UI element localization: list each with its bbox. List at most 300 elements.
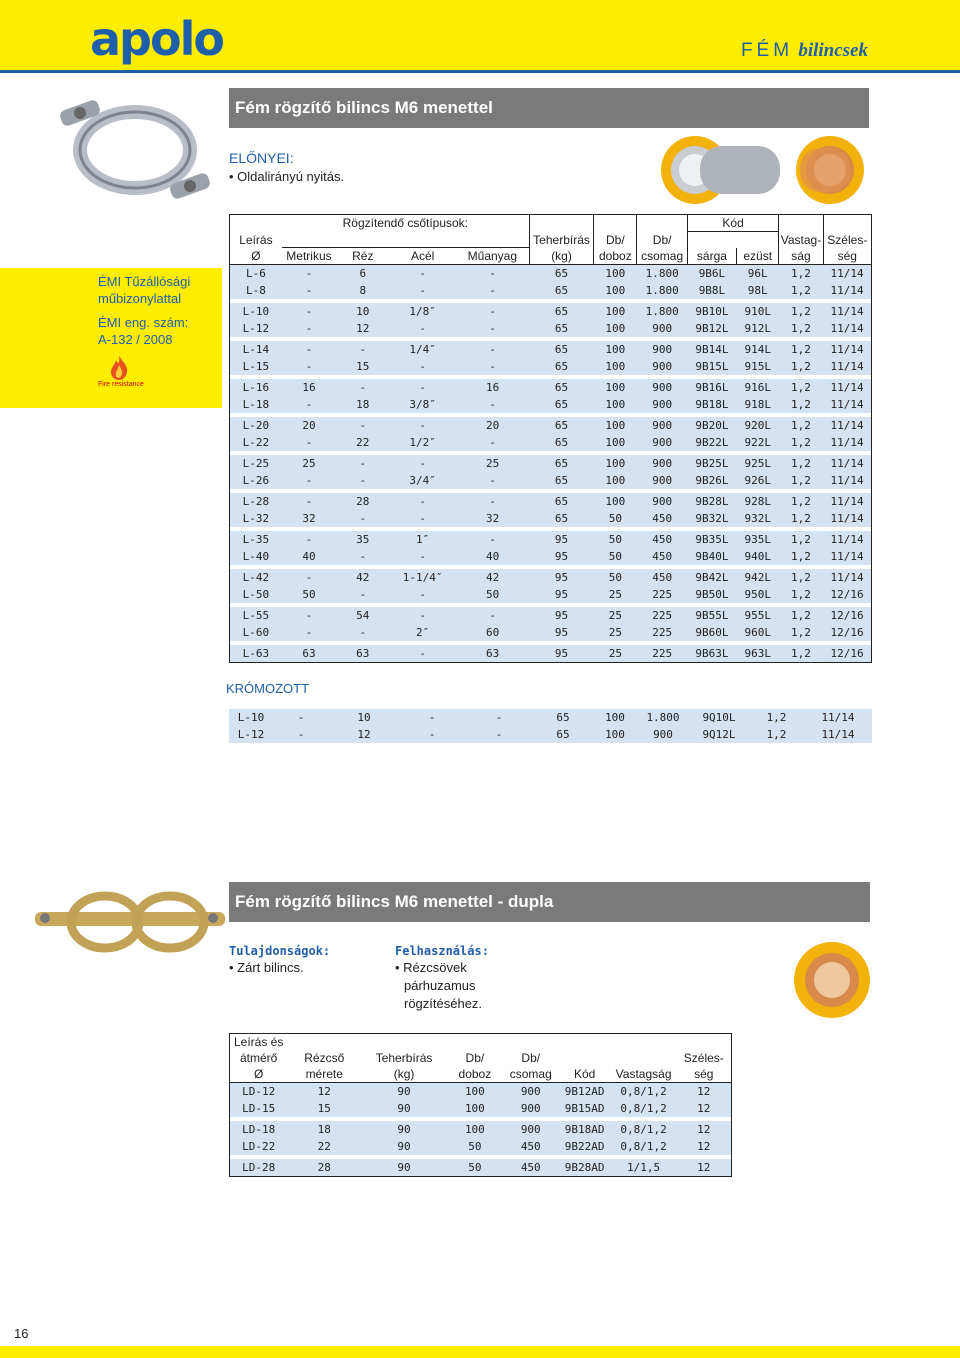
table-cell: L-12 — [230, 320, 282, 337]
table-cell: L-42 — [230, 569, 282, 586]
table-cell: 9B35L — [687, 531, 736, 548]
table-row — [230, 548, 872, 565]
table-cell: 100 — [594, 472, 637, 489]
table-cell: - — [389, 282, 455, 299]
table-cell: 12 — [336, 320, 389, 337]
table-cell: L-14 — [230, 341, 282, 358]
table-cell: 11/14 — [823, 320, 871, 337]
apolo-logo: apolo — [90, 12, 223, 66]
table-cell: 40 — [456, 548, 529, 565]
table-cell: 1,2 — [779, 358, 823, 375]
table-cell: 9B10L — [687, 303, 736, 320]
table-row — [230, 379, 872, 396]
table-cell: - — [456, 358, 529, 375]
table-cell: 9B42L — [687, 569, 736, 586]
t3-pipe-2: mérete — [305, 1067, 343, 1081]
table-cell: 1/2″ — [389, 434, 455, 451]
table-cell: 65 — [529, 320, 593, 337]
table-cell: 960L — [737, 624, 779, 641]
table-cell: 65 — [529, 341, 593, 358]
fire-cert-line-3: ÉMI eng. szám: — [98, 315, 189, 330]
table-cell: 1.800 — [637, 709, 689, 726]
table-cell: 0,8/1,2 — [611, 1121, 677, 1138]
code-header: Kód — [687, 215, 779, 232]
table-cell: L-22 — [230, 434, 282, 451]
table-cell: - — [399, 709, 465, 726]
table-cell: 20 — [456, 417, 529, 434]
t3-box-1: Db/ — [465, 1051, 485, 1065]
table-cell: 11/14 — [823, 455, 871, 472]
fire-cert-line-1: ÉMI Tűzállósági — [98, 274, 191, 289]
table-row — [230, 1100, 732, 1117]
table-cell: - — [336, 472, 389, 489]
table-cell: 963L — [737, 645, 779, 663]
table-cell: 35 — [336, 531, 389, 548]
table-cell: 928L — [737, 493, 779, 510]
table-cell: - — [399, 726, 465, 743]
table-row — [230, 1121, 732, 1138]
table-cell: 9B16L — [687, 379, 736, 396]
table-cell: 11/14 — [823, 282, 871, 299]
table-cell: 1,2 — [779, 624, 823, 641]
t3-load-1: Teherbírás — [375, 1051, 433, 1065]
table-cell: - — [336, 586, 389, 603]
table-cell: - — [282, 265, 336, 283]
table-cell: - — [282, 303, 336, 320]
table-cell: 65 — [529, 265, 593, 283]
metric-header: Metrikus — [286, 249, 332, 263]
table-cell: 225 — [637, 645, 687, 663]
table-cell: - — [282, 434, 336, 451]
table-cell: 65 — [529, 282, 593, 299]
property-item: • Zárt bilincs. — [229, 960, 304, 975]
table-cell: 100 — [594, 493, 637, 510]
t3-pack-2: csomag — [509, 1067, 552, 1081]
table-cell: L-25 — [230, 455, 282, 472]
table-cell: 95 — [529, 645, 593, 663]
table-cell: 100 — [447, 1100, 503, 1117]
table-cell: 950L — [737, 586, 779, 603]
table-cell: - — [336, 624, 389, 641]
table-cell: 955L — [737, 607, 779, 624]
table-row — [229, 709, 872, 726]
table-cell: - — [336, 379, 389, 396]
table-cell: 11/14 — [823, 548, 871, 565]
table-row — [230, 624, 872, 641]
table-cell: 25 — [594, 645, 637, 663]
table-cell: 100 — [593, 726, 637, 743]
table-cell: 90 — [361, 1100, 447, 1117]
table-cell: 450 — [637, 510, 687, 527]
silver-code-header: ezüst — [737, 248, 779, 265]
t3-width-1: Széles- — [683, 1051, 724, 1065]
t3-load-2: (kg) — [393, 1067, 415, 1081]
table-cell: 925L — [737, 455, 779, 472]
table-cell: - — [336, 548, 389, 565]
table-cell: 1.800 — [637, 265, 687, 283]
table-cell: 9B20L — [687, 417, 736, 434]
table-cell: 11/14 — [823, 472, 871, 489]
table-cell: 100 — [594, 358, 637, 375]
table-cell: 450 — [637, 531, 687, 548]
table-cell: 11/14 — [823, 265, 871, 283]
table-cell: 225 — [637, 586, 687, 603]
steel-header: Acél — [411, 249, 435, 263]
table-row — [230, 493, 872, 510]
double-clamp-table — [229, 1033, 732, 1177]
table-cell: 450 — [503, 1138, 559, 1155]
table-cell: 1,2 — [779, 493, 823, 510]
table-cell: 9B50L — [687, 586, 736, 603]
pipes-image — [650, 128, 880, 208]
table-cell: 65 — [529, 434, 593, 451]
table-cell: 16 — [282, 379, 336, 396]
table-cell: 1,2 — [779, 434, 823, 451]
table-cell: L-15 — [230, 358, 282, 375]
thickness-header: Vastag- — [780, 232, 822, 247]
thickness-header-2: ság — [779, 248, 823, 265]
width-header-2: ség — [823, 248, 871, 265]
header-divider — [0, 70, 960, 73]
desc-header: Leírás — [239, 232, 273, 247]
table-cell: 50 — [447, 1159, 503, 1177]
table-cell: 900 — [637, 320, 687, 337]
table-cell: 9B26L — [687, 472, 736, 489]
table-cell: L-20 — [230, 417, 282, 434]
copper-header: Réz — [352, 249, 374, 263]
table-cell: 1/1,5 — [611, 1159, 677, 1177]
t3-thickness: Vastagság — [615, 1067, 672, 1081]
table-cell: 100 — [594, 417, 637, 434]
table-cell: LD-28 — [230, 1159, 288, 1177]
table-row — [230, 472, 872, 489]
table-cell: 1,2 — [749, 709, 804, 726]
pack-header: Db/ — [637, 232, 687, 248]
table-cell: 1,2 — [779, 282, 823, 299]
table-cell: 63 — [336, 645, 389, 663]
table-cell: 900 — [637, 434, 687, 451]
table-cell: 63 — [456, 645, 529, 663]
table-cell: 9B18AD — [559, 1121, 611, 1138]
table-cell: 15 — [336, 358, 389, 375]
table-cell: 25 — [594, 586, 637, 603]
t3-width-2: ség — [694, 1067, 714, 1081]
table-cell: 100 — [594, 341, 637, 358]
table-cell: 1,2 — [779, 341, 823, 358]
table-cell: L-16 — [230, 379, 282, 396]
table-cell: 9B6L — [687, 265, 736, 283]
table-cell: 28 — [336, 493, 389, 510]
table-cell: 3/8″ — [389, 396, 455, 413]
table-row — [230, 282, 872, 299]
table-cell: 11/14 — [823, 434, 871, 451]
table-cell: 9B22AD — [559, 1138, 611, 1155]
table-cell: - — [282, 531, 336, 548]
table-cell: 25 — [456, 455, 529, 472]
table-cell: 922L — [737, 434, 779, 451]
t3-diam: Ø — [254, 1067, 264, 1081]
table-cell: 450 — [637, 548, 687, 565]
table-row — [230, 569, 872, 586]
category-sub: bilincsek — [798, 40, 868, 61]
table-row — [230, 434, 872, 451]
table-cell: 9B55L — [687, 607, 736, 624]
table-cell: 95 — [529, 531, 593, 548]
table-cell: - — [282, 569, 336, 586]
table-cell: 50 — [447, 1138, 503, 1155]
table-cell: 9B28L — [687, 493, 736, 510]
table-cell: - — [336, 510, 389, 527]
table-cell: - — [282, 341, 336, 358]
table-cell: 12 — [287, 1083, 361, 1101]
table-cell: 9Q12L — [689, 726, 749, 743]
table-cell: 1,2 — [779, 531, 823, 548]
table-cell: 100 — [594, 320, 637, 337]
table-cell: 9B63L — [687, 645, 736, 663]
table-cell: 90 — [361, 1121, 447, 1138]
table-cell: 9B28AD — [559, 1159, 611, 1177]
table-cell: - — [456, 282, 529, 299]
fire-cert-line-4: A-132 / 2008 — [98, 332, 173, 347]
table-cell: 9B18L — [687, 396, 736, 413]
table-cell: - — [273, 726, 329, 743]
table-cell: 9B22L — [687, 434, 736, 451]
table-row — [230, 1083, 732, 1101]
table-cell: 225 — [637, 624, 687, 641]
table-cell: 96L — [737, 265, 779, 283]
table-cell: 90 — [361, 1083, 447, 1101]
clamp-table — [229, 214, 872, 663]
table-cell: 100 — [594, 282, 637, 299]
table-cell: 12 — [677, 1159, 732, 1177]
table-cell: - — [389, 510, 455, 527]
table-cell: 2″ — [389, 624, 455, 641]
table-cell: 916L — [737, 379, 779, 396]
t3-code: Kód — [573, 1067, 596, 1081]
table-cell: 932L — [737, 510, 779, 527]
table-cell: 8 — [336, 282, 389, 299]
table-row — [230, 455, 872, 472]
table-cell: - — [389, 645, 455, 663]
table-cell: L-10 — [229, 709, 273, 726]
table-cell: 100 — [594, 396, 637, 413]
table-row — [230, 531, 872, 548]
table-cell: 54 — [336, 607, 389, 624]
table-cell: 50 — [594, 548, 637, 565]
table-cell: 11/14 — [823, 510, 871, 527]
usage-line-1: • Rézcsövek — [395, 960, 467, 975]
table-cell: 65 — [529, 358, 593, 375]
table-cell: 12/16 — [823, 586, 871, 603]
table-cell: 50 — [594, 569, 637, 586]
clamp-product-image — [40, 90, 220, 210]
table-cell: 1,2 — [779, 320, 823, 337]
t3-pipe-1: Rézcső — [304, 1051, 345, 1065]
width-header: Széles- — [823, 232, 871, 248]
table-cell: 12 — [677, 1138, 732, 1155]
load-unit: (kg) — [529, 248, 593, 265]
table-cell: L-35 — [230, 531, 282, 548]
table-cell: 0,8/1,2 — [611, 1083, 677, 1101]
usage-line-2: párhuzamus — [404, 978, 476, 993]
table-cell: LD-12 — [230, 1083, 288, 1101]
table-cell: 1,2 — [779, 396, 823, 413]
table-cell: 1-1/4″ — [389, 569, 455, 586]
table-cell: LD-15 — [230, 1100, 288, 1117]
table-cell: 10 — [336, 303, 389, 320]
table-cell: - — [389, 548, 455, 565]
category-title — [741, 40, 868, 62]
table-cell: - — [273, 709, 329, 726]
plastic-header: Műanyag — [467, 249, 518, 263]
table-row — [230, 645, 872, 663]
table-cell: - — [465, 709, 533, 726]
section-title-2: Fém rögzítő bilincs M6 menettel - dupla — [229, 882, 870, 922]
table-cell: 25 — [282, 455, 336, 472]
table-cell: 22 — [336, 434, 389, 451]
table-cell: 12 — [677, 1121, 732, 1138]
table-cell: - — [282, 396, 336, 413]
table-cell: 95 — [529, 569, 593, 586]
table-cell: 90 — [361, 1159, 447, 1177]
table-cell: - — [456, 434, 529, 451]
table-cell: 40 — [282, 548, 336, 565]
category-main: FÉM — [740, 40, 794, 61]
table-cell: 65 — [529, 379, 593, 396]
table-cell: 1,2 — [779, 586, 823, 603]
table-cell: L-10 — [230, 303, 282, 320]
table-row — [230, 341, 872, 358]
load-header: Teherbírás — [529, 232, 593, 248]
table-cell: L-26 — [230, 472, 282, 489]
table-cell: 10 — [329, 709, 399, 726]
table-cell: 1,2 — [779, 645, 823, 663]
table-cell: - — [456, 320, 529, 337]
table-cell: 1.800 — [637, 282, 687, 299]
table-cell: 11/14 — [823, 379, 871, 396]
usage-title: Felhasználás: — [395, 944, 489, 958]
table-cell: - — [282, 607, 336, 624]
table-cell: 912L — [737, 320, 779, 337]
table-cell: 918L — [737, 396, 779, 413]
table-cell: 95 — [529, 586, 593, 603]
table-cell: - — [389, 265, 455, 283]
table-cell: 450 — [503, 1159, 559, 1177]
table-row — [230, 586, 872, 603]
table-row — [230, 1159, 732, 1177]
table-cell: - — [389, 493, 455, 510]
table-cell: 11/14 — [823, 493, 871, 510]
table-cell: 12 — [677, 1083, 732, 1101]
table-cell: L-28 — [230, 493, 282, 510]
usage-line-3: rögzítéséhez. — [404, 996, 483, 1011]
table-cell: - — [282, 282, 336, 299]
fire-resistance-label: Fire resistance — [98, 381, 144, 388]
table-cell: L-60 — [230, 624, 282, 641]
table-row — [230, 265, 872, 283]
table-cell: 90 — [361, 1138, 447, 1155]
table-row — [230, 358, 872, 375]
table-cell: 1/4″ — [389, 341, 455, 358]
table-cell: - — [456, 265, 529, 283]
table-cell: 942L — [737, 569, 779, 586]
table-cell: 1,2 — [779, 417, 823, 434]
table-cell: 926L — [737, 472, 779, 489]
table-cell: 25 — [594, 607, 637, 624]
table-cell: 32 — [456, 510, 529, 527]
copper-pipe-image — [790, 938, 874, 1022]
table-cell: 1,2 — [779, 569, 823, 586]
table-cell: 9B60L — [687, 624, 736, 641]
table-cell: 450 — [637, 569, 687, 586]
table-cell: 9Q10L — [689, 709, 749, 726]
table-cell: 900 — [503, 1100, 559, 1117]
table-cell: 65 — [529, 510, 593, 527]
table-cell: 915L — [737, 358, 779, 375]
table-cell: 98L — [737, 282, 779, 299]
footer-bar — [0, 1346, 960, 1358]
table-cell: 1,2 — [779, 510, 823, 527]
table-cell: 11/14 — [804, 709, 872, 726]
table-cell: - — [336, 455, 389, 472]
table-cell: - — [465, 726, 533, 743]
table-cell: 900 — [637, 726, 689, 743]
table-cell: 20 — [282, 417, 336, 434]
table-cell: 12/16 — [823, 607, 871, 624]
table-cell: 22 — [287, 1138, 361, 1155]
table-cell: 11/14 — [823, 303, 871, 320]
table-cell: 11/14 — [823, 417, 871, 434]
table-cell: 9B15AD — [559, 1100, 611, 1117]
table-cell: 18 — [287, 1121, 361, 1138]
table-cell: 65 — [533, 709, 593, 726]
table-cell: 910L — [737, 303, 779, 320]
table-cell: L-12 — [229, 726, 273, 743]
table-cell: 11/14 — [823, 396, 871, 413]
pack-label: csomag — [637, 248, 687, 265]
table-row — [230, 1138, 732, 1155]
table-cell: - — [336, 417, 389, 434]
table-cell: 50 — [594, 510, 637, 527]
table-cell: 28 — [287, 1159, 361, 1177]
table-cell: L-8 — [230, 282, 282, 299]
table-cell: 16 — [456, 379, 529, 396]
table-cell: 65 — [529, 455, 593, 472]
chrome-table — [229, 709, 872, 743]
table-cell: 100 — [447, 1083, 503, 1101]
properties-title: Tulajdonságok: — [229, 944, 331, 958]
table-cell: 25 — [594, 624, 637, 641]
table-cell: 914L — [737, 341, 779, 358]
table-cell: 1,2 — [779, 265, 823, 283]
table-cell: 100 — [594, 434, 637, 451]
table-row — [229, 726, 872, 743]
table-cell: - — [456, 493, 529, 510]
table-cell: 1/8″ — [389, 303, 455, 320]
table-cell: 15 — [287, 1100, 361, 1117]
table-cell: 95 — [529, 607, 593, 624]
table-cell: L-63 — [230, 645, 282, 663]
table-cell: 65 — [529, 396, 593, 413]
table-cell: 100 — [594, 265, 637, 283]
table-cell: 9B12AD — [559, 1083, 611, 1101]
diameter-header: Ø — [251, 248, 261, 263]
table-cell: - — [456, 341, 529, 358]
table-cell: 12 — [329, 726, 399, 743]
table-cell: - — [282, 358, 336, 375]
table-cell: 935L — [737, 531, 779, 548]
table-cell: 225 — [637, 607, 687, 624]
